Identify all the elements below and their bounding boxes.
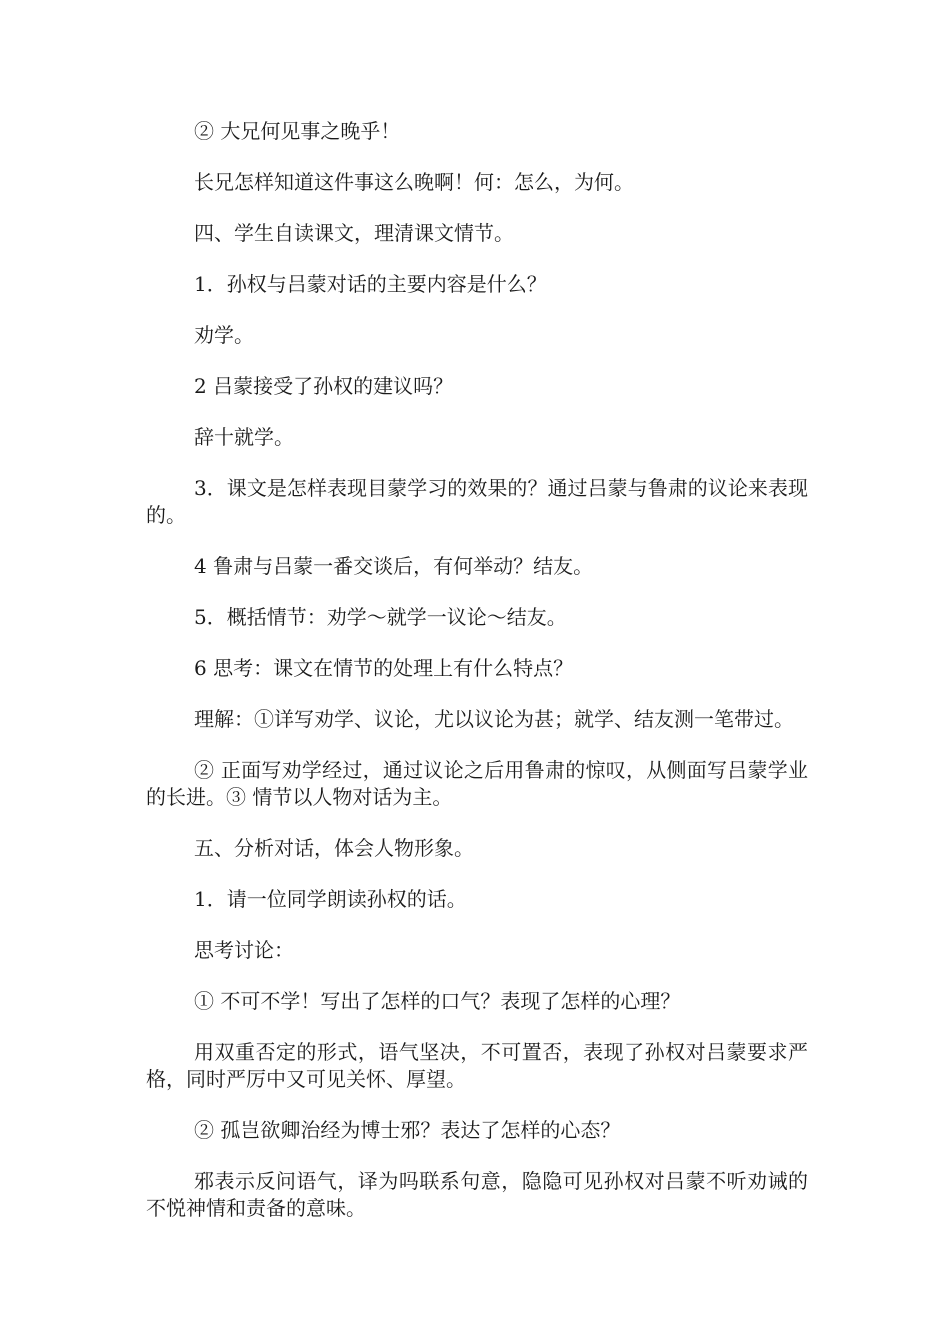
- answer: 辞十就学。: [194, 425, 294, 449]
- section-heading: 五、分析对话，体会人物形象。: [194, 836, 474, 860]
- answer: ② 正面写劝学经过，通过议论之后用鲁肃的惊叹，从侧面写吕蒙学业的长进。③ 情节以人物对话为主。: [146, 758, 808, 809]
- paragraph: 思考讨论：: [194, 938, 294, 962]
- paragraph: ② 大兄何见事之晚乎！: [194, 119, 401, 143]
- question: 1．孙权与吕蒙对话的主要内容是什么？: [194, 272, 547, 296]
- question: 3．课文是怎样表现目蒙学习的效果的？通过吕蒙与鲁肃的议论来表现的。: [146, 476, 808, 527]
- question: ① 不可不学！写出了怎样的口气？表现了怎样的心理？: [194, 989, 681, 1013]
- question: 4 鲁肃与吕蒙一番交谈后，有何举动？结友。: [194, 554, 594, 578]
- paragraph: 1．请一位同学朗读孙权的话。: [194, 887, 467, 911]
- document-body: [146, 118, 808, 1246]
- paragraph: 长兄怎样知道这件事这么晚啊！何：怎么，为何。: [194, 170, 634, 194]
- answer: 理解：①详写劝学、议论，尤以议论为甚；就学、结友测一笔带过。: [194, 707, 794, 731]
- question: 2 吕蒙接受了孙权的建议吗？: [194, 374, 454, 398]
- paragraph: 5．概括情节：劝学～就学一议论～结友。: [194, 605, 567, 629]
- question: 6 思考：课文在情节的处理上有什么特点？: [194, 656, 574, 680]
- answer: 邪表示反问语气，译为吗联系句意，隐隐可见孙权对吕蒙不听劝诫的不悦神情和责备的意味。: [146, 1169, 808, 1220]
- answer: 用双重否定的形式，语气坚决，不可置否，表现了孙权对吕蒙要求严格，同时严厉中又可见关怀、厚望。: [146, 1040, 808, 1091]
- section-heading: 四、学生自读课文，理清课文情节。: [194, 221, 514, 245]
- question: ② 孤岂欲卿治经为博士邪？表达了怎样的心态？: [194, 1118, 621, 1142]
- answer: 劝学。: [194, 323, 254, 347]
